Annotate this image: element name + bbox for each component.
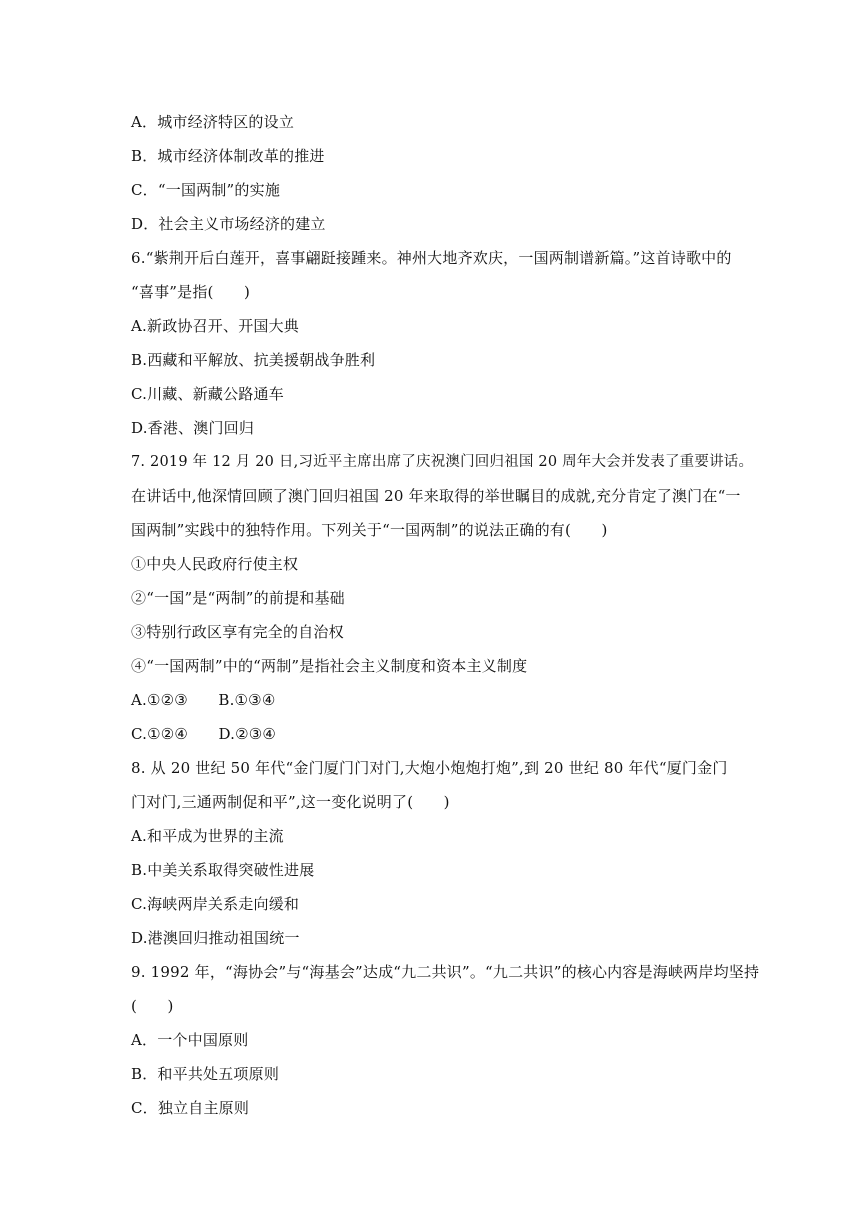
q5-option-a: A．城市经济特区的设立 xyxy=(131,113,295,131)
q7-statement-3: ③特别行政区享有完全的自治权 xyxy=(131,623,344,641)
q6-option-d: D.香港、澳门回归 xyxy=(131,419,255,437)
q7-statement-4: ④“一国两制”中的“两制”是指社会主义制度和资本主义制度 xyxy=(131,657,528,675)
q9-option-c: C．独立自主原则 xyxy=(131,1099,250,1117)
q6-stem-line-2: “喜事”是指( ) xyxy=(131,283,251,301)
q7-statement-2: ②“一国”是“两制”的前提和基础 xyxy=(131,589,345,607)
q7-options-row-2: C.①②④ D.②③④ xyxy=(131,725,277,743)
q6-stem-line-1: 6.“紫荆开后白莲开，喜事翩跹接踵来。神州大地齐欢庆，一国两制谱新篇。”这首诗歌中的 xyxy=(131,249,732,267)
q7-stem-line-3: 国两制”实践中的独特作用。下列关于“一国两制”的说法正确的有( ) xyxy=(131,521,608,539)
q6-option-b: B.西藏和平解放、抗美援朝战争胜利 xyxy=(131,351,376,369)
q9-option-b: B．和平共处五项原则 xyxy=(131,1065,280,1083)
q5-option-b: B．城市经济体制改革的推进 xyxy=(131,147,325,165)
q5-option-c: C．“一国两制”的实施 xyxy=(131,181,281,199)
q7-stem-line-1: 7. 2019 年 12 月 20 日,习近平主席出席了庆祝澳门回归祖国 20 周年大会并发表了重要讲话。 xyxy=(131,454,754,470)
q8-option-a: A.和平成为世界的主流 xyxy=(131,827,284,845)
q9-stem-line-1: 9. 1992 年，“海协会”与“海基会”达成“九二共识”。“九二共识”的核心内容是海峡两岸均坚持 xyxy=(131,963,760,981)
q8-option-d: D.港澳回归推动祖国统一 xyxy=(131,929,300,947)
q8-option-b: B.中美关系取得突破性进展 xyxy=(131,861,315,879)
q5-option-d: D．社会主义市场经济的建立 xyxy=(131,215,326,233)
q7-stem-line-2: 在讲话中,他深情回顾了澳门回归祖国 20 年来取得的举世瞩目的成就,充分肯定了澳门在“一 xyxy=(131,487,741,505)
q8-option-c: C.海峡两岸关系走向缓和 xyxy=(131,895,300,913)
q8-stem-line-1: 8. 从 20 世纪 50 年代“金门厦门门对门,大炮小炮炮打炮”,到 20 世纪 80 年代“厦门金门 xyxy=(131,759,728,777)
q7-statement-1: ①中央人民政府行使主权 xyxy=(131,555,299,573)
q9-option-a: A．一个中国原则 xyxy=(131,1031,249,1049)
q6-option-a: A.新政协召开、开国大典 xyxy=(131,317,300,335)
q9-stem-line-2: ( ) xyxy=(131,997,174,1015)
q7-options-row-1: A.①②③ B.①③④ xyxy=(131,691,276,709)
q6-option-c: C.川藏、新藏公路通车 xyxy=(131,385,284,403)
q8-stem-line-2: 门对门,三通两制促和平”,这一变化说明了( ) xyxy=(131,793,450,811)
